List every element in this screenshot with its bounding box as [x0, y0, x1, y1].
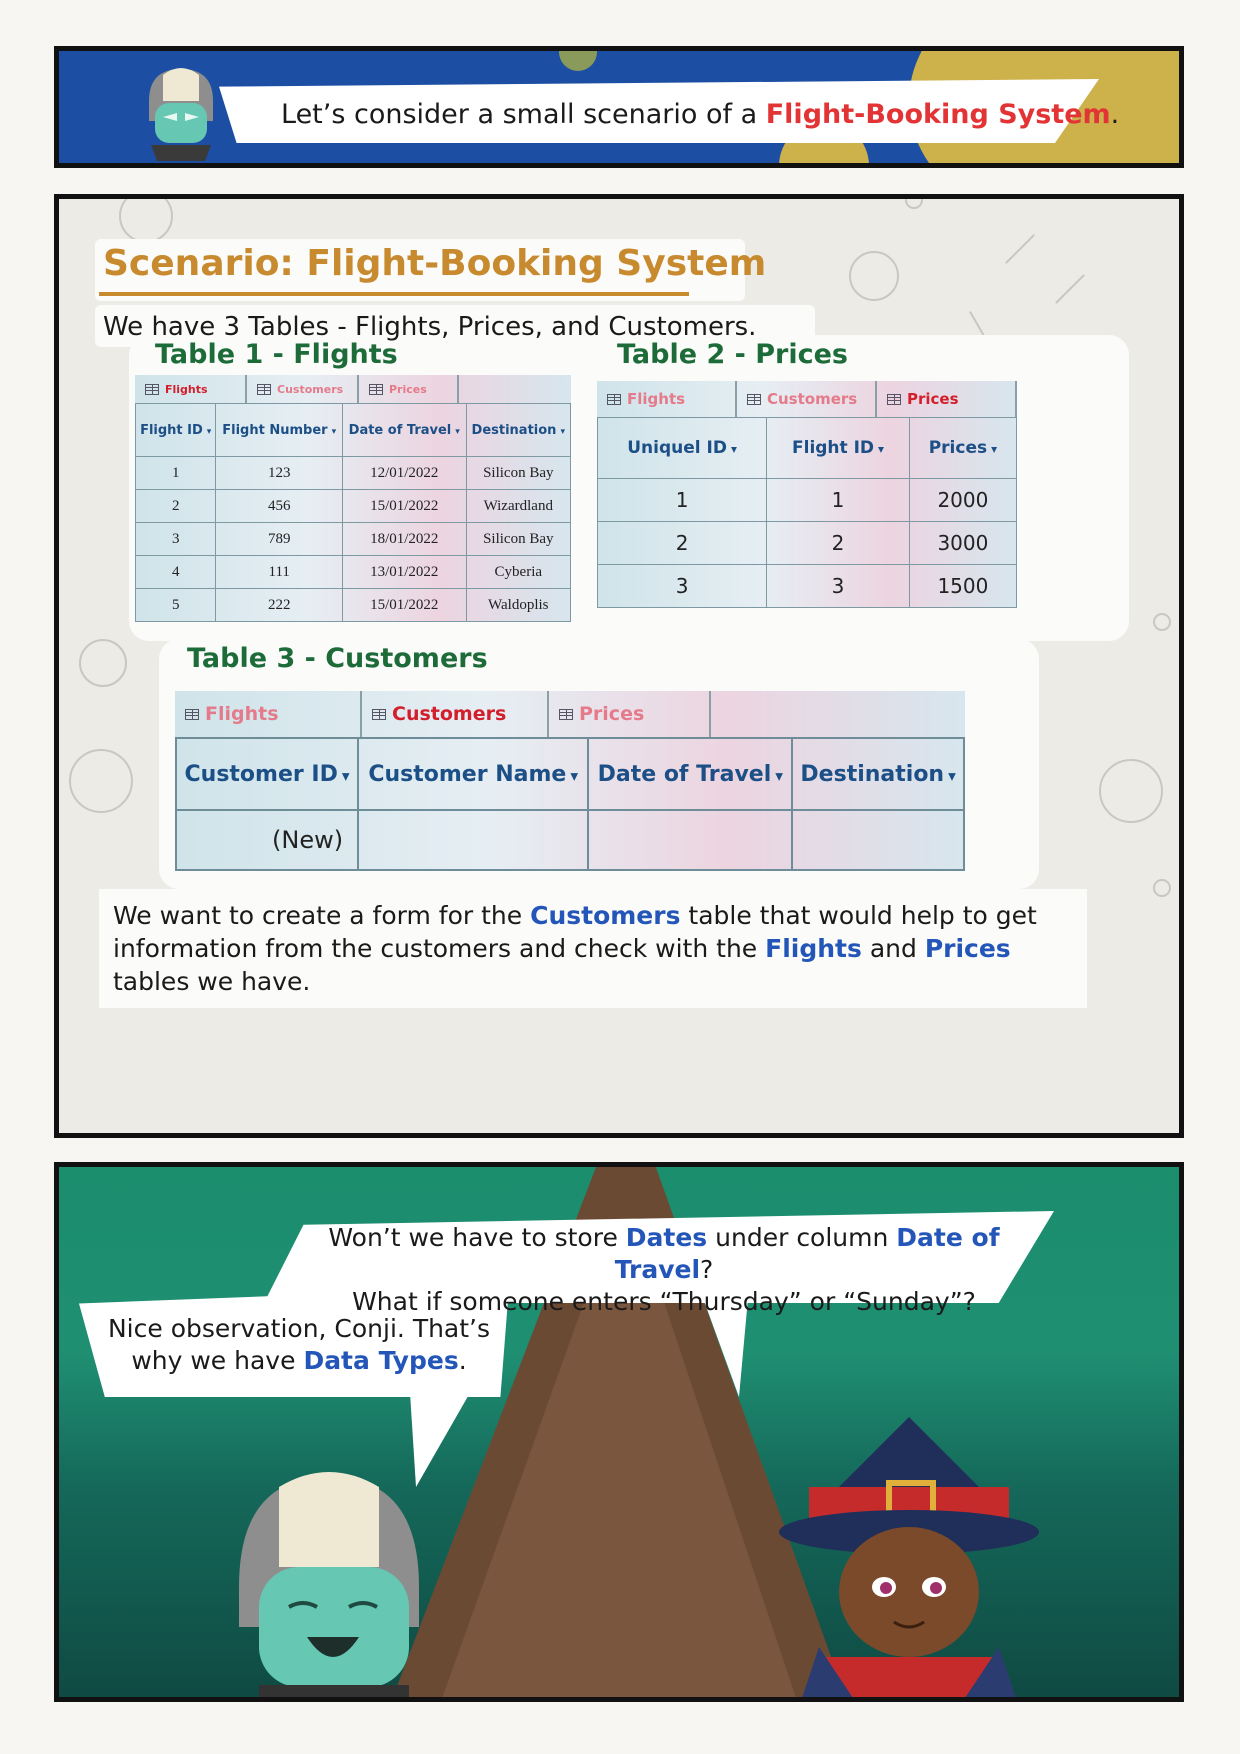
cell: 12/01/2022 [342, 457, 466, 490]
table-row [136, 556, 571, 589]
dropdown-arrow-icon: ▾ [341, 766, 350, 785]
table-row [598, 565, 1017, 608]
new-record-row[interactable] [176, 810, 964, 870]
scenario-title: Scenario: Flight-Booking System [103, 243, 767, 284]
cell: 2 [136, 490, 216, 523]
table-tabs [175, 691, 965, 737]
cell: 789 [216, 523, 343, 556]
dropdown-arrow-icon: ▾ [560, 426, 566, 437]
dropdown-arrow-icon: ▾ [878, 442, 884, 456]
column-header-destination[interactable]: Destination ▾ [466, 404, 570, 457]
column-header-flight-id[interactable]: Flight ID ▾ [767, 418, 910, 479]
title-underline [99, 292, 689, 296]
new-record-cell[interactable]: (New) [176, 810, 358, 870]
intro-text: Let’s consider a small scenario of a Flight-Booking System. [281, 99, 1120, 130]
table-icon [369, 384, 383, 395]
table-icon [747, 394, 761, 405]
wizard-character-icon [759, 1417, 1059, 1702]
empty-cell[interactable] [588, 810, 792, 870]
decor-circle [79, 639, 127, 687]
table-row [598, 479, 1017, 522]
cell: 1 [767, 479, 910, 522]
table-icon [607, 394, 621, 405]
table-tabs [135, 375, 571, 403]
tab-prices[interactable]: Prices [877, 381, 1017, 417]
tab-flights[interactable]: Flights [175, 691, 362, 737]
table-icon [372, 709, 386, 720]
outro-text: We want to create a form for the Customers table that would help to get information from the customers and check with the Flights and Prices tables we have. [99, 889, 1087, 1008]
tab-prices[interactable]: Prices [359, 375, 459, 403]
cell: 1 [136, 457, 216, 490]
column-header-prices[interactable]: Prices ▾ [909, 418, 1016, 479]
cell: 13/01/2022 [342, 556, 466, 589]
tab-customers[interactable]: Customers [737, 381, 877, 417]
robot-character-icon [199, 1457, 439, 1702]
table-icon [887, 394, 901, 405]
cell: 15/01/2022 [342, 490, 466, 523]
column-header-unique-id[interactable]: Uniquel ID ▾ [598, 418, 767, 479]
intro-panel [54, 46, 1184, 168]
decor-circle [1153, 613, 1171, 631]
tab-flights[interactable]: Flights [135, 375, 247, 403]
tab-customers[interactable]: Customers [362, 691, 549, 737]
cell: Cyberia [466, 556, 570, 589]
dropdown-arrow-icon: ▾ [331, 426, 337, 437]
table-row [598, 522, 1017, 565]
cell: Wizardland [466, 490, 570, 523]
cell: 222 [216, 589, 343, 622]
cell: Silicon Bay [466, 457, 570, 490]
decor-circle [119, 194, 173, 243]
cell: 456 [216, 490, 343, 523]
cell: 1 [598, 479, 767, 522]
conji-dialogue: Won’t we have to store Dates under column Date of Travel? What if someone enters “Thursday” or “Sunday”? [328, 1223, 1000, 1316]
cell: 2 [767, 522, 910, 565]
cell: 3 [598, 565, 767, 608]
cell: Silicon Bay [466, 523, 570, 556]
table-row [136, 457, 571, 490]
cell: 1500 [909, 565, 1016, 608]
cell: 18/01/2022 [342, 523, 466, 556]
customers-table [175, 691, 965, 871]
background-shape [559, 46, 597, 71]
decor-circle [69, 749, 133, 813]
decor-line [1005, 234, 1035, 264]
dropdown-arrow-icon: ▾ [570, 766, 579, 785]
decor-circle [1099, 759, 1163, 823]
decor-circle [849, 251, 899, 301]
cell: 3 [136, 523, 216, 556]
empty-cell[interactable] [358, 810, 588, 870]
dropdown-arrow-icon: ▾ [730, 442, 737, 456]
cell: 123 [216, 457, 343, 490]
cell: Waldoplis [466, 589, 570, 622]
cell: 5 [136, 589, 216, 622]
column-header-date-of-travel[interactable]: Date of Travel ▾ [342, 404, 466, 457]
table-row [136, 589, 571, 622]
column-header-customer-id[interactable]: Customer ID ▾ [176, 738, 358, 810]
tab-flights[interactable]: Flights [597, 381, 737, 417]
table1-title: Table 1 - Flights [155, 339, 398, 370]
cell: 3000 [909, 522, 1016, 565]
scenario-panel [54, 194, 1184, 1138]
robot-character-icon [129, 61, 229, 161]
table-icon [559, 709, 573, 720]
cell: 15/01/2022 [342, 589, 466, 622]
table3-title: Table 3 - Customers [187, 643, 488, 674]
decor-circle [1153, 879, 1171, 897]
table-tabs [597, 381, 1017, 417]
cell: 3 [767, 565, 910, 608]
highlight-flight-booking: Flight-Booking System [765, 99, 1111, 130]
cell: 2 [598, 522, 767, 565]
tab-prices[interactable]: Prices [549, 691, 711, 737]
column-header-destination[interactable]: Destination ▾ [792, 738, 964, 810]
dialogue-panel [54, 1162, 1184, 1702]
table-row [136, 523, 571, 556]
robot-dialogue: Nice observation, Conji. That’s why we have Data Types. [107, 1314, 491, 1375]
dropdown-arrow-icon: ▾ [775, 766, 783, 785]
dropdown-arrow-icon: ▾ [991, 442, 998, 456]
cell: 111 [216, 556, 343, 589]
cell: 2000 [909, 479, 1016, 522]
table-icon [185, 709, 199, 720]
dropdown-arrow-icon: ▾ [948, 766, 956, 785]
table2-title: Table 2 - Prices [617, 339, 848, 370]
table-icon [257, 384, 271, 395]
column-header-flight-number[interactable]: Flight Number ▾ [216, 404, 343, 457]
table-icon [145, 384, 159, 395]
tab-customers[interactable]: Customers [247, 375, 359, 403]
column-header-date-of-travel[interactable]: Date of Travel ▾ [588, 738, 792, 810]
column-header-flight-id[interactable]: Flight ID ▾ [136, 404, 216, 457]
empty-cell[interactable] [792, 810, 964, 870]
column-header-customer-name[interactable]: Customer Name ▾ [358, 738, 588, 810]
decor-circle [905, 194, 923, 209]
intro-text: We have 3 Tables - Flights, Prices, and Customers. [103, 312, 757, 342]
dropdown-arrow-icon: ▾ [206, 426, 212, 437]
table-row [136, 490, 571, 523]
cell: 4 [136, 556, 216, 589]
prices-table [597, 381, 1017, 608]
dropdown-arrow-icon: ▾ [455, 426, 460, 437]
decor-line [1055, 274, 1085, 304]
flights-table [135, 375, 571, 622]
